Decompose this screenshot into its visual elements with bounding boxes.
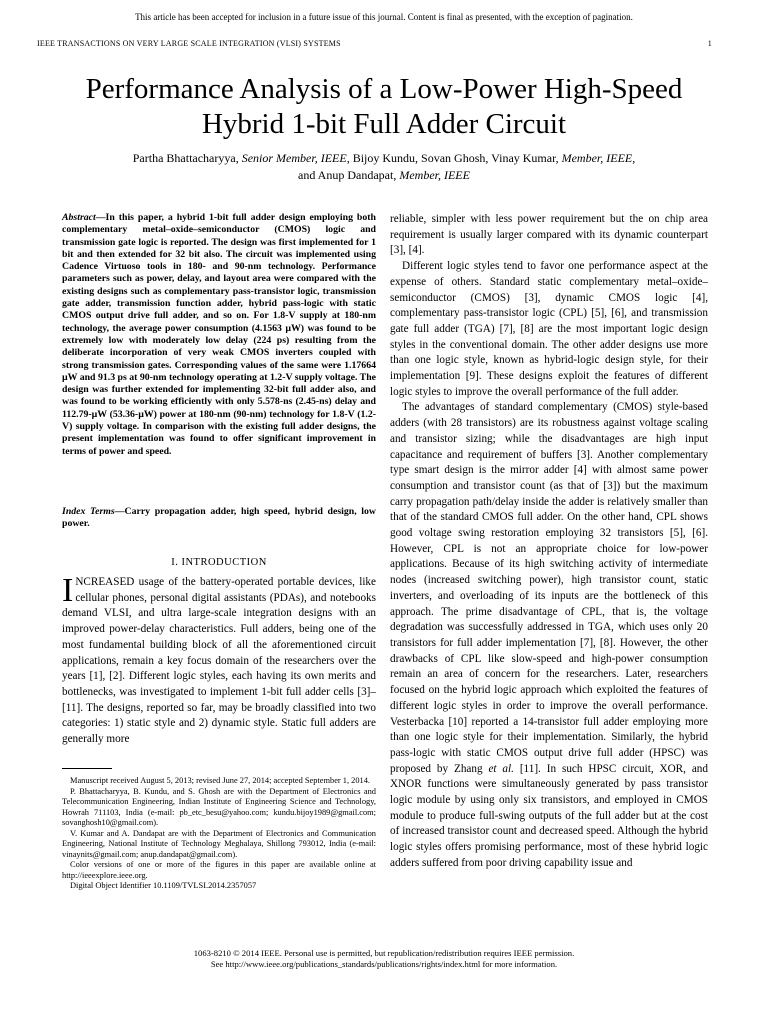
abstract [62, 212, 376, 458]
paragraph-text: functions were simultaneously generated by pass transistor logic module by using only six transistors, and employed in CMOS module to produce full-swing outputs of the full adder but at the cost of increased transistor count and decreased speed. Although the hybrid logic styles offers promising performance, most of these hybrid logic adders suffered from poor driving capability issue and [390, 778, 708, 869]
introduction-text [62, 572, 376, 748]
paragraph: Different logic styles tend to favor one performance aspect at the expense of others. Standard static complementary metal–oxide–semiconductor (CMOS) [3], dynamic CMOS logic [4], complementary pass-transistor logic (CPL) [5], [6], and transmission gate full adder (TGA) [7], [8] are the most important logic design styles in the conventional domain. The other adder designs use more than one logic style, known as hybrid-logic design style, for their implementation [9]. These designs exploit the features of different logic styles to improve the overall performance of the full adder. [390, 260, 708, 398]
index-terms-text: —Carry propagation adder, high speed, hybrid design, low power. [62, 506, 376, 530]
paragraph: reliable, simpler with less power requirement but the on chip area requirement is usually larger compared with its dynamic counterpart [3], [4]. [390, 213, 708, 257]
paragraph-text: The advantages of standard complementary (CMOS) style-based adders (with 28 transistors) are its robustness against voltage scaling and transistor sizing; while the disadvantages are high input capacitance and requirement of buffers [3]. Another complementary type smart design is the mirror adder [4] with almost same power consumption and transistor count (as that of [3]) but the maximum carry propagation path/delay inside the adder is relatively smaller than that of the standard CMOS full adder. On the other hand, CPL shows good voltage swing restoration employing 32 transistors [5], [6]. However, CPL is not an appropriate choice for low-power applications. Because of its high switching activity of intermediate nodes (increased switching power), high transistor count, static inverters, and overloading of its inputs are the bottleneck of this approach. The prime disadvantage of CPL, that is, the voltage degradation was successfully addressed in TGA, which uses only 20 transistors for full adder implementation [7], [8]. However, the other drawbacks of CPL like slow-speed and high-power consumption remain an area of concern for the researchers. Later, researchers focused on the hybrid logic approach which exploited the features of different logic styles in order to improve the overall performance. Vesterbacka [10] reported a 14-transistor full adder employing more than one logic style for their implementation. Similarly, the hybrid pass-logic with static CMOS output drive full adder (HPSC) was proposed by Zhang [390, 401, 708, 775]
footnote-affiliation-2: V. Kumar and A. Dandapat are with the Department of Electronics and Communication Engineering, National Institute of Technology Meghalaya, Shillong 793012, India (e-mail: vinaynits@gmail.com; anup.dandapat@gmail.com). [62, 828, 376, 859]
footnotes [62, 776, 376, 892]
intro-paragraph: NCREASED usage of the battery-operated portable devices, like cellular phones, personal digital assistants (PDAs), and notebooks demand VLSI, and ultra large-scale integration designs with an improved power-delay characteristics. Full adders, being one of the most fundamental building block of all the aforementioned circuit applications, remain a key focus domain of the researchers over the years [1], [2]. Different logic styles, each having its own merits and bottlenecks, was investigated to implement 1-bit full adder cells [3]–[11]. The designs, reported so far, may be broadly classified into two categories: 1) static style and 2) dynamic style. Static full adders are generally more [62, 576, 376, 746]
paragraph [390, 400, 708, 871]
author-line-2 [40, 167, 728, 184]
acceptance-notice: This article has been accepted for inclusion in a future issue of this journal. Content is final as presented, with the exception of pagination. [135, 12, 633, 22]
footnote-divider [62, 768, 112, 769]
author-text: , Bijoy Kundu, Sovan Ghosh, Vinay Kumar, [346, 151, 562, 165]
right-column [390, 212, 708, 872]
abstract-label: Abstract [62, 212, 96, 223]
author-text: Partha Bhattacharyya, [132, 151, 242, 165]
xor-term: XOR [659, 762, 684, 775]
journal-name: IEEE TRANSACTIONS ON VERY LARGE SCALE INTEGRATION (VLSI) SYSTEMS [37, 39, 341, 48]
page-number: 1 [707, 39, 712, 48]
author-list [40, 150, 728, 184]
footnote-doi: Digital Object Identifier 10.1109/TVLSI.2014.2357057 [70, 881, 257, 890]
index-terms [62, 506, 376, 531]
copyright-footer [0, 948, 768, 970]
running-header [37, 39, 712, 48]
copyright-line-1: 1063-8210 © 2014 IEEE. Personal use is permitted, but republication/redistribution requires IEEE permission. [193, 948, 575, 958]
paper-title [20, 72, 748, 142]
abstract-text: —In this paper, a hybrid 1-bit full adder design employing both complementary metal–oxide–semiconductor (CMOS) logic and transmission gate logic is reported. The design was first implemented for 1 bit and then extended for 32 bit also. The circuit was implemented using Cadence Virtuoso tools in 180- and 90-nm technology. Performance parameters such as power, delay, and layout area were compared with the existing designs such as complementary pass-transistor logic, transmission gate adder, transmission function adder, hybrid pass-logic with static CMOS output drive full adder, and so on. For 1.8-V supply at 180-nm technology, the average power consumption (4.1563 µW) was found to be extremely low with moderately low delay (224 ps) resulting from the deliberate incorporation of very weak CMOS inverters coupled with strong transmission gates. Corresponding values of the same were 1.17664 µW and 91.3 ps at 90-nm technology operating at 1.2-V supply voltage. The design was further extended for implementing 32-bit full adder also, and was found to be working efficiently with only 5.578-ns (2.45-ns) delay and 112.79-µW (53.36-µW) power at 180-nm (90-nm) technology for 1.8-V (1.2-V) supply voltage. In comparison with the existing full adder designs, the present implementation was found to offer significant improvement in terms of power and speed. [62, 212, 377, 457]
paragraph-text: [11]. In such HPSC circuit, [513, 762, 660, 775]
author-role: Senior Member, IEEE [241, 151, 347, 165]
xnor-term: XNOR [390, 778, 422, 791]
title-line-1: Performance Analysis of a Low-Power High-Speed [85, 73, 683, 105]
copyright-line-2: See http://www.ieee.org/publications_standards/publications/rights/index.html for more information. [210, 959, 558, 969]
author-role: Member, IEEE, [561, 151, 636, 165]
title-line-2: Hybrid 1-bit Full Adder Circuit [201, 108, 567, 140]
footnote-affiliation-1: P. Bhattacharyya, B. Kundu, and S. Ghosh are with the Department of Electronics and Telecommunication Engineering, Indian Institute of Engineering Science and Technology, Howrah 711103, India (e-mail: pb_etc_besu@yahoo.com; kundu.bijoy1989@gmail.com; sovanghosh10@gmail.com). [62, 786, 376, 827]
index-terms-label: Index Terms [62, 506, 115, 517]
footnote-color: Color versions of one or more of the figures in this paper are available online at http://ieeexplore.ieee.org. [62, 860, 376, 880]
section-heading: I. INTRODUCTION [171, 557, 267, 568]
paragraph-text: , and [683, 762, 708, 775]
author-line-1 [40, 150, 728, 167]
footnote-received: Manuscript received August 5, 2013; revised June 27, 2014; accepted September 1, 2014. [70, 776, 371, 785]
author-role: Member, IEEE [399, 168, 470, 182]
author-text: and Anup Dandapat, [298, 168, 400, 182]
et-al: et al. [488, 762, 514, 775]
drop-cap: I [62, 572, 74, 609]
